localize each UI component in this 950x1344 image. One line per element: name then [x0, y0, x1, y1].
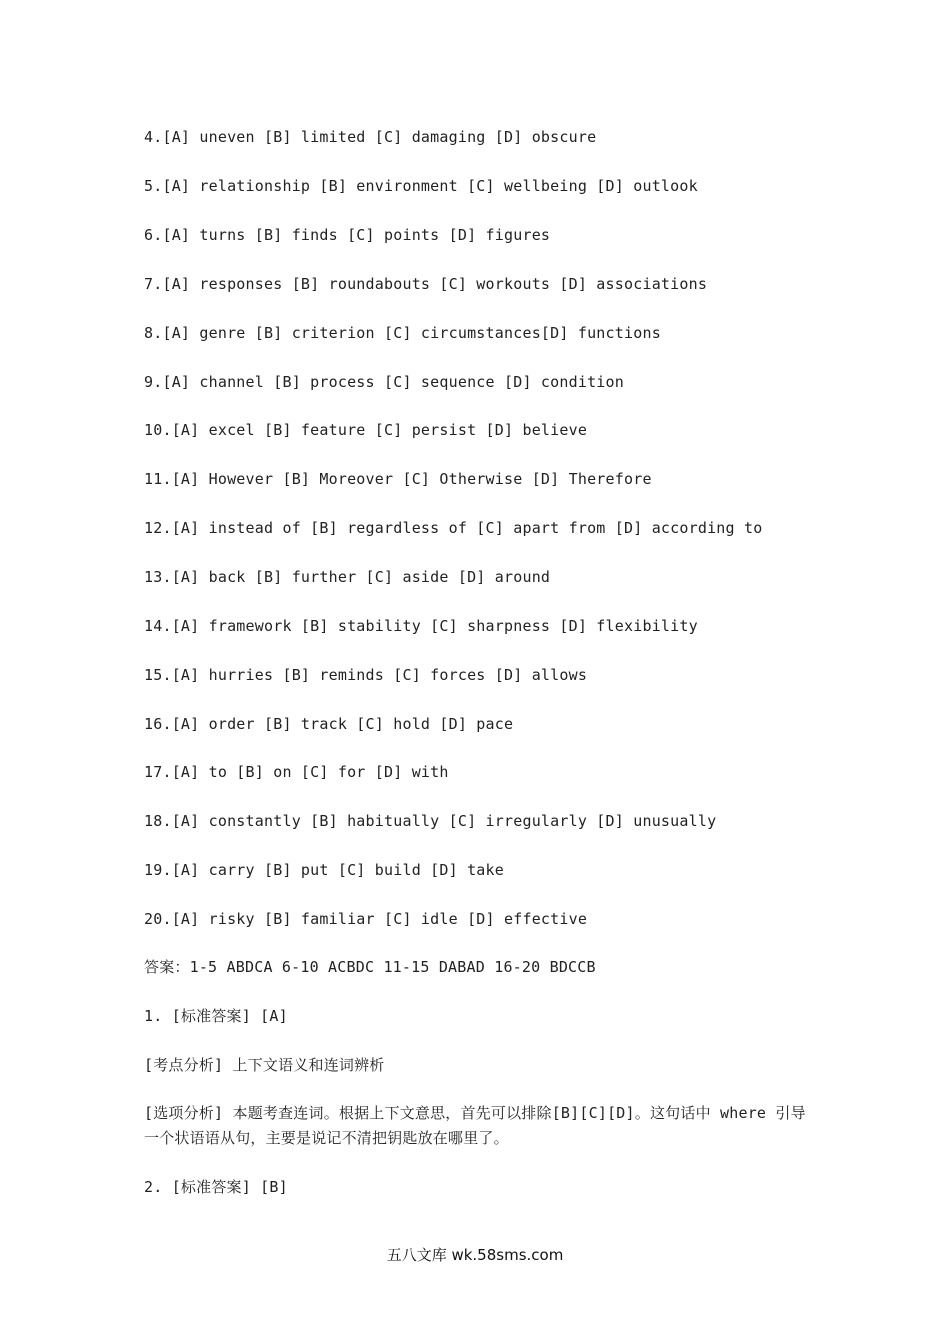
option-line-16: 16.[A] order [B] track [C] hold [D] pace: [144, 715, 514, 733]
option-line-19: 19.[A] carry [B] put [C] build [D] take: [144, 861, 504, 879]
q1-standard-answer: 1. [标准答案] [A]: [144, 1007, 288, 1025]
option-line-6: 6.[A] turns [B] finds [C] points [D] figures: [144, 226, 551, 244]
option-line-12: 12.[A] instead of [B] regardless of [C] apart from [D] according to: [144, 519, 763, 537]
option-line-15: 15.[A] hurries [B] reminds [C] forces [D] allows: [144, 666, 588, 684]
option-line-9: 9.[A] channel [B] process [C] sequence [D] condition: [144, 373, 624, 391]
option-line-20: 20.[A] risky [B] familiar [C] idle [D] effective: [144, 910, 588, 928]
option-line-11: 11.[A] However [B] Moreover [C] Otherwise [D] Therefore: [144, 470, 652, 488]
option-line-8: 8.[A] genre [B] criterion [C] circumstances[D] functions: [144, 324, 661, 342]
page-footer: 五八文库 wk.58sms.com: [386, 1246, 564, 1264]
option-line-13: 13.[A] back [B] further [C] aside [D] around: [144, 568, 551, 586]
q1-option-analysis: [选项分析] 本题考查连词。根据上下文意思，首先可以排除[B][C][D]。这句话中 where 引导一个状语语从句，主要是说记不清把钥匙放在哪里了。: [144, 1104, 806, 1147]
option-line-4: 4.[A] uneven [B] limited [C] damaging [D] obscure: [144, 128, 597, 146]
option-line-5: 5.[A] relationship [B] environment [C] wellbeing [D] outlook: [144, 177, 698, 195]
q1-point-analysis: [考点分析] 上下文语义和连词辨析: [144, 1056, 385, 1074]
option-line-17: 17.[A] to [B] on [C] for [D] with: [144, 763, 449, 781]
option-line-18: 18.[A] constantly [B] habitually [C] irregularly [D] unusually: [144, 812, 717, 830]
q2-standard-answer: 2. [标准答案] [B]: [144, 1178, 288, 1196]
option-line-7: 7.[A] responses [B] roundabouts [C] workouts [D] associations: [144, 275, 708, 293]
option-line-10: 10.[A] excel [B] feature [C] persist [D] believe: [144, 421, 588, 439]
option-line-14: 14.[A] framework [B] stability [C] sharpness [D] flexibility: [144, 617, 698, 635]
answer-key: 答案：1-5 ABDCA 6-10 ACBDC 11-15 DABAD 16-20 BDCCB: [144, 958, 596, 976]
